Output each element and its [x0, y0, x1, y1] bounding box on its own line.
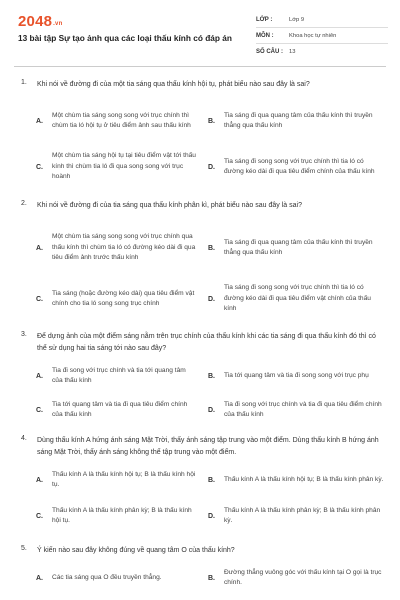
- option-letter: C.: [36, 406, 43, 414]
- option-letter: D.: [208, 163, 215, 171]
- option-text: Thấu kính A là thấu kính phân kỳ; B là thấu kính phân kỳ.: [224, 506, 381, 524]
- question-number: 5.: [21, 545, 27, 552]
- question-text: Khi nói về đường đi của tia sáng qua thấu kính phân kì, phát biểu nào sau đây là sai?: [37, 202, 302, 209]
- option-letter: A.: [36, 244, 43, 252]
- meta-count-label: SỐ CÂU :: [256, 49, 283, 55]
- option-text: Một chùm tia sáng song song với trục chính thì chùm tia ló hội tụ ở tiêu điểm ảnh sau thấu kính: [52, 111, 191, 129]
- option-text: Tia sáng (hoặc đường kéo dài) qua tiêu điểm vật chính cho tia ló song song trục chính: [52, 289, 195, 307]
- question-number: 1.: [21, 79, 27, 86]
- option-letter: B.: [208, 117, 215, 125]
- option-text: Thấu kính A là thấu kính hội tụ; B là thấu kính phân kỳ.: [224, 475, 384, 483]
- option-b[interactable]: [208, 565, 388, 591]
- option-a[interactable]: [36, 103, 206, 139]
- option-text: Tia sáng đi qua quang tâm của thấu kính thì truyền thẳng qua thấu kính: [224, 238, 373, 256]
- meta-row-count: [256, 44, 388, 60]
- question-text: Khi nói về đường đi của một tia sáng qua thấu kính hội tụ, phát biểu nào sau đây là sai?: [37, 81, 310, 88]
- question-text: Dùng thấu kính A hứng ánh sáng Mặt Trời, thấy ánh sáng tập trung vào một điểm. Dùng thấu kính B hứng ánh sáng Mặt Trời, thấy ánh sáng không thể tập trung vào một điểm.: [37, 437, 379, 456]
- option-b[interactable]: [208, 224, 388, 272]
- option-text: Thấu kính A là thấu kính phân kỳ; B là thấu kính hội tụ.: [52, 506, 192, 524]
- option-letter: C.: [36, 163, 43, 171]
- option-b[interactable]: [208, 363, 388, 389]
- question-number: 3.: [21, 331, 27, 338]
- header-divider: [14, 66, 386, 67]
- meta-row-subject: [256, 28, 388, 44]
- option-text: Đường thẳng vuông góc với thấu kính tại O gọi là trục chính.: [224, 568, 382, 586]
- meta-grade-value: Lớp 9: [289, 16, 305, 23]
- option-d[interactable]: [208, 149, 388, 185]
- option-a[interactable]: [36, 224, 206, 272]
- option-c[interactable]: [36, 397, 206, 423]
- option-c[interactable]: [36, 503, 206, 529]
- option-b[interactable]: [208, 467, 388, 493]
- question-text: Để dựng ảnh của một điểm sáng nằm trên trục chính của thấu kính khi các tia sáng đi qua thấu kính đó thì có thể sử dụng hai tia sáng tới nào sau đây?: [37, 333, 376, 352]
- option-b[interactable]: [208, 103, 388, 139]
- option-a[interactable]: [36, 467, 206, 493]
- question-text: Ý kiến nào sau đây không đúng về quang tâm O của thấu kính?: [37, 547, 235, 554]
- option-text: Một chùm tia sáng song song với trục chính qua thấu kính thì chùm tia ló có đường kéo dài đi qua tiêu điểm ảnh trước thấu kính: [52, 233, 196, 262]
- option-d[interactable]: [208, 503, 388, 529]
- question-number: 4.: [21, 435, 27, 442]
- option-d[interactable]: [208, 397, 388, 423]
- option-letter: B.: [208, 372, 215, 380]
- option-letter: C.: [36, 512, 43, 520]
- meta-box: [256, 12, 388, 60]
- meta-grade-label: LỚP :: [256, 16, 273, 23]
- meta-subject-label: MÔN :: [256, 32, 274, 39]
- option-letter: A.: [36, 372, 43, 380]
- option-letter: B.: [208, 244, 215, 252]
- option-text: Tia sáng đi song song với trục chính thì tia ló có đường kéo dài đi qua tiêu điểm chính của thấu kính: [224, 157, 375, 175]
- option-text: Tia đi song với trục chính và tia đi qua tiêu điểm chính của thấu kính: [224, 400, 382, 418]
- option-letter: A.: [36, 117, 43, 125]
- option-text: Một chùm tia sáng hội tụ tại tiêu điểm vật tới thấu kính thì chùm tia ló đi qua song song với trục hoành: [52, 152, 196, 181]
- option-letter: D.: [208, 295, 215, 303]
- brand-logo-text: 2048: [18, 13, 53, 30]
- document-title: 13 bài tập Sự tạo ảnh qua các loại thấu kính có đáp án: [18, 33, 232, 43]
- meta-subject-value: Khoa học tự nhiên: [289, 32, 337, 39]
- question-number: 2.: [21, 200, 27, 207]
- option-letter: A.: [36, 476, 43, 484]
- option-letter: B.: [208, 476, 215, 484]
- option-a[interactable]: [36, 565, 206, 591]
- brand-logo[interactable]: [18, 13, 62, 30]
- document-header: [0, 0, 400, 62]
- option-letter: D.: [208, 512, 215, 520]
- option-c[interactable]: [36, 149, 206, 185]
- option-text: Tia đi song với trục chính và tia tới quang tâm của thấu kính: [52, 366, 186, 384]
- meta-count-value: 13: [289, 49, 296, 55]
- option-text: Tia tới quang tâm và tia đi song song với trục phụ: [224, 371, 369, 379]
- option-a[interactable]: [36, 363, 206, 389]
- option-text: Các tia sáng qua O đều truyền thẳng.: [52, 573, 162, 581]
- option-letter: B.: [208, 574, 215, 582]
- option-letter: A.: [36, 574, 43, 582]
- option-text: Tia sáng đi song song với trục chính thì tia ló có đường kéo dài đi qua tiêu điểm vật chính của thấu kính: [224, 284, 371, 313]
- meta-row-grade: [256, 12, 388, 28]
- option-d[interactable]: [208, 281, 388, 317]
- option-text: Tia sáng đi qua quang tâm của thấu kính thì truyền thẳng qua thấu kính: [224, 111, 373, 129]
- option-c[interactable]: [36, 281, 206, 317]
- option-text: Tia tới quang tâm và tia đi qua tiêu điểm chính của thấu kính: [52, 400, 188, 418]
- option-text: Thấu kính A là thấu kính hội tụ; B là thấu kính hội tụ.: [52, 470, 196, 488]
- option-letter: D.: [208, 406, 215, 414]
- option-letter: C.: [36, 295, 43, 303]
- brand-logo-tld: .vn: [53, 21, 63, 27]
